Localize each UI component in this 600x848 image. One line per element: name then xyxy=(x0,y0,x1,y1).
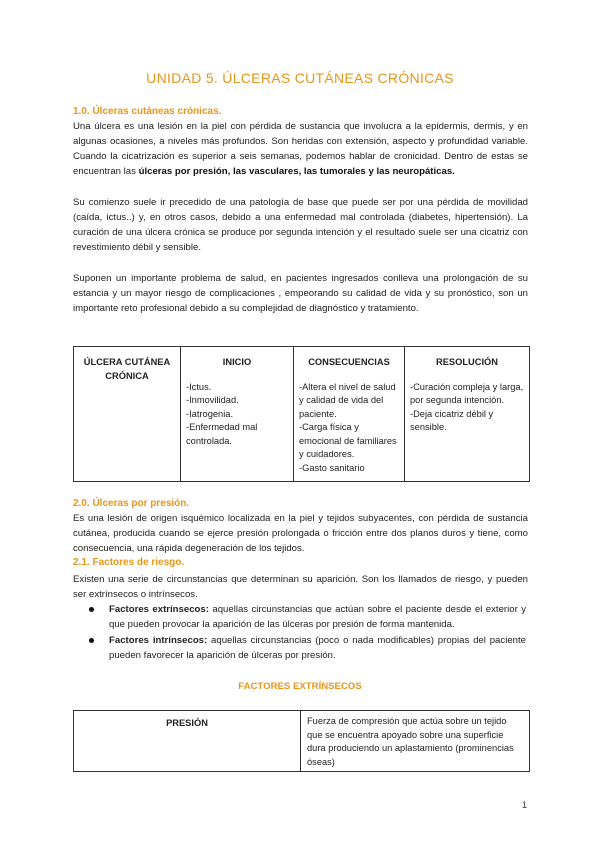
table1-inicio-item: -Ictus. xyxy=(186,381,212,392)
page-number: 1 xyxy=(521,800,527,810)
bullet-dot-icon xyxy=(89,638,94,643)
bullet-factores-extrinsecos xyxy=(92,602,526,632)
factores-extrinsecos-table xyxy=(73,710,530,772)
section1-heading: 1.0. Úlceras cutáneas crónicas. xyxy=(73,106,222,117)
section2-paragraph1: Es una lesión de origen isquémico localizada en la piel y tejidos subyacentes, con pérdida de sustancia cutánea, producida cuando se ejerce presión prolongada o fricción entre dos planos duros y tiene, como consecuencia, una rápida degeneración de los tejidos. xyxy=(73,513,528,554)
table2-text-cell xyxy=(301,711,530,772)
bullet-factores-intrinsecos xyxy=(92,633,526,663)
table1-header-ulcera xyxy=(74,347,181,482)
bullet-extrinsecos-label: Factores extrínsecos: xyxy=(109,604,209,615)
table1-header-resolucion: RESOLUCIÓN xyxy=(436,357,498,367)
table1-inicio-item: -Enfermedad mal controlada. xyxy=(186,422,258,446)
section1-p1-text: Una úlcera es una lesión en la piel con pérdida de sustancia que involucra a la epidermis, dermis, y en algunas ocasiones, a niveles más profundos. Son heridas con extensión, aspecto y profundidad variable. Cuando la cicatrización es superior a seis semanas, podemos hablar de cronicidad. Dentro de estas se encuentran las xyxy=(73,121,528,177)
page-title: UNIDAD 5. ÚLCERAS CUTÁNEAS CRÓNICAS xyxy=(146,70,454,86)
bullet-intrinsecos-body: aquellas circunstancias (poco o nada modificables) propias del paciente pueden favorecer la aparición de úlceras por presión. xyxy=(109,635,526,661)
section1-paragraph2: Su comienzo suele ir precedido de una patología de base que puede ser por una pérdida de movilidad (caída, ictus..) y, en otros casos, debido a una enfermedad mal controlada (diabetes, hipertensión). La curación de una úlcera crónica se produce por segunda intención y el resultado suele ser una cicatriz con revestimiento débil y sensible. xyxy=(73,197,528,253)
table1-resolucion-item: -Deja cicatriz débil y sensible. xyxy=(410,408,494,432)
table1-inicio-item: -Iatrogenia. xyxy=(186,408,234,419)
factores-extrinsecos-heading: FACTORES EXTRÍNSECOS xyxy=(238,681,362,692)
table1-header-ulcera-text: ÚLCERA CUTÁNEA CRÓNICA xyxy=(83,357,171,381)
section2-paragraph2: Existen una serie de circunstancias que determinan su aparición. Son los llamados de riesgo, y pueden ser extrínsecos o intrínsecos. xyxy=(73,574,528,600)
table1-resolucion-item: -Curación compleja y larga, por segunda intención. xyxy=(410,381,524,405)
ulcera-cronica-table xyxy=(73,346,530,482)
table1-col-resolucion xyxy=(405,347,530,482)
table2-label-presion: PRESIÓN xyxy=(166,718,208,728)
bullet-extrinsecos-body: aquellas circunstancias que actúan sobre el paciente desde el exterior y que pueden provocar la aparición de las úlceras por presión de forma mantenida. xyxy=(109,604,526,630)
table1-consecuencias-item: -Altera el nivel de salud y calidad de vida del paciente. xyxy=(299,381,396,419)
table2-description: Fuerza de compresión que actúa sobre un tejido que se encuentra apoyado sobre una superficie dura produciendo un aplastamiento (prominencias óseas) xyxy=(307,716,514,767)
table1-col-consecuencias xyxy=(294,347,405,482)
table1-inicio-list xyxy=(181,370,293,449)
table2-label-cell xyxy=(74,711,301,772)
table1-consecuencias-list xyxy=(294,370,404,476)
section2-heading: 2.0. Úlceras por presión. xyxy=(73,498,190,509)
table1-header-consecuencias: CONSECUENCIAS xyxy=(308,357,390,367)
bullet-extrinsecos-text xyxy=(109,602,526,632)
table1-consecuencias-item: -Gasto sanitario xyxy=(299,462,365,473)
bullet-dot-icon xyxy=(89,607,94,612)
table1-header-inicio: INICIO xyxy=(222,357,252,367)
section1-p1-bold: úlceras por presión, las vasculares, las tumorales y las neuropáticas. xyxy=(138,166,455,177)
table1-inicio-item: -Inmovilidad. xyxy=(186,395,239,405)
bullet-intrinsecos-text xyxy=(109,633,526,663)
table1-consecuencias-item: -Carga física y emocional de familiares y cuidadores. xyxy=(299,422,397,459)
section2-subheading: 2.1. Factores de riesgo. xyxy=(73,557,185,568)
table1-col-inicio xyxy=(181,347,294,482)
table1-resolucion-list xyxy=(405,370,529,435)
bullet-intrinsecos-label: Factores intrínsecos: xyxy=(109,635,208,646)
section1-paragraph1 xyxy=(73,119,528,179)
section1-paragraph3: Suponen un importante problema de salud, en pacientes ingresados conlleva una prolongación de su estancia y un mayor riesgo de complicaciones , empeorando su calidad de vida y su pronóstico, son un importante reto profesional debido a su complejidad de diagnóstico y tratamiento. xyxy=(73,273,528,314)
